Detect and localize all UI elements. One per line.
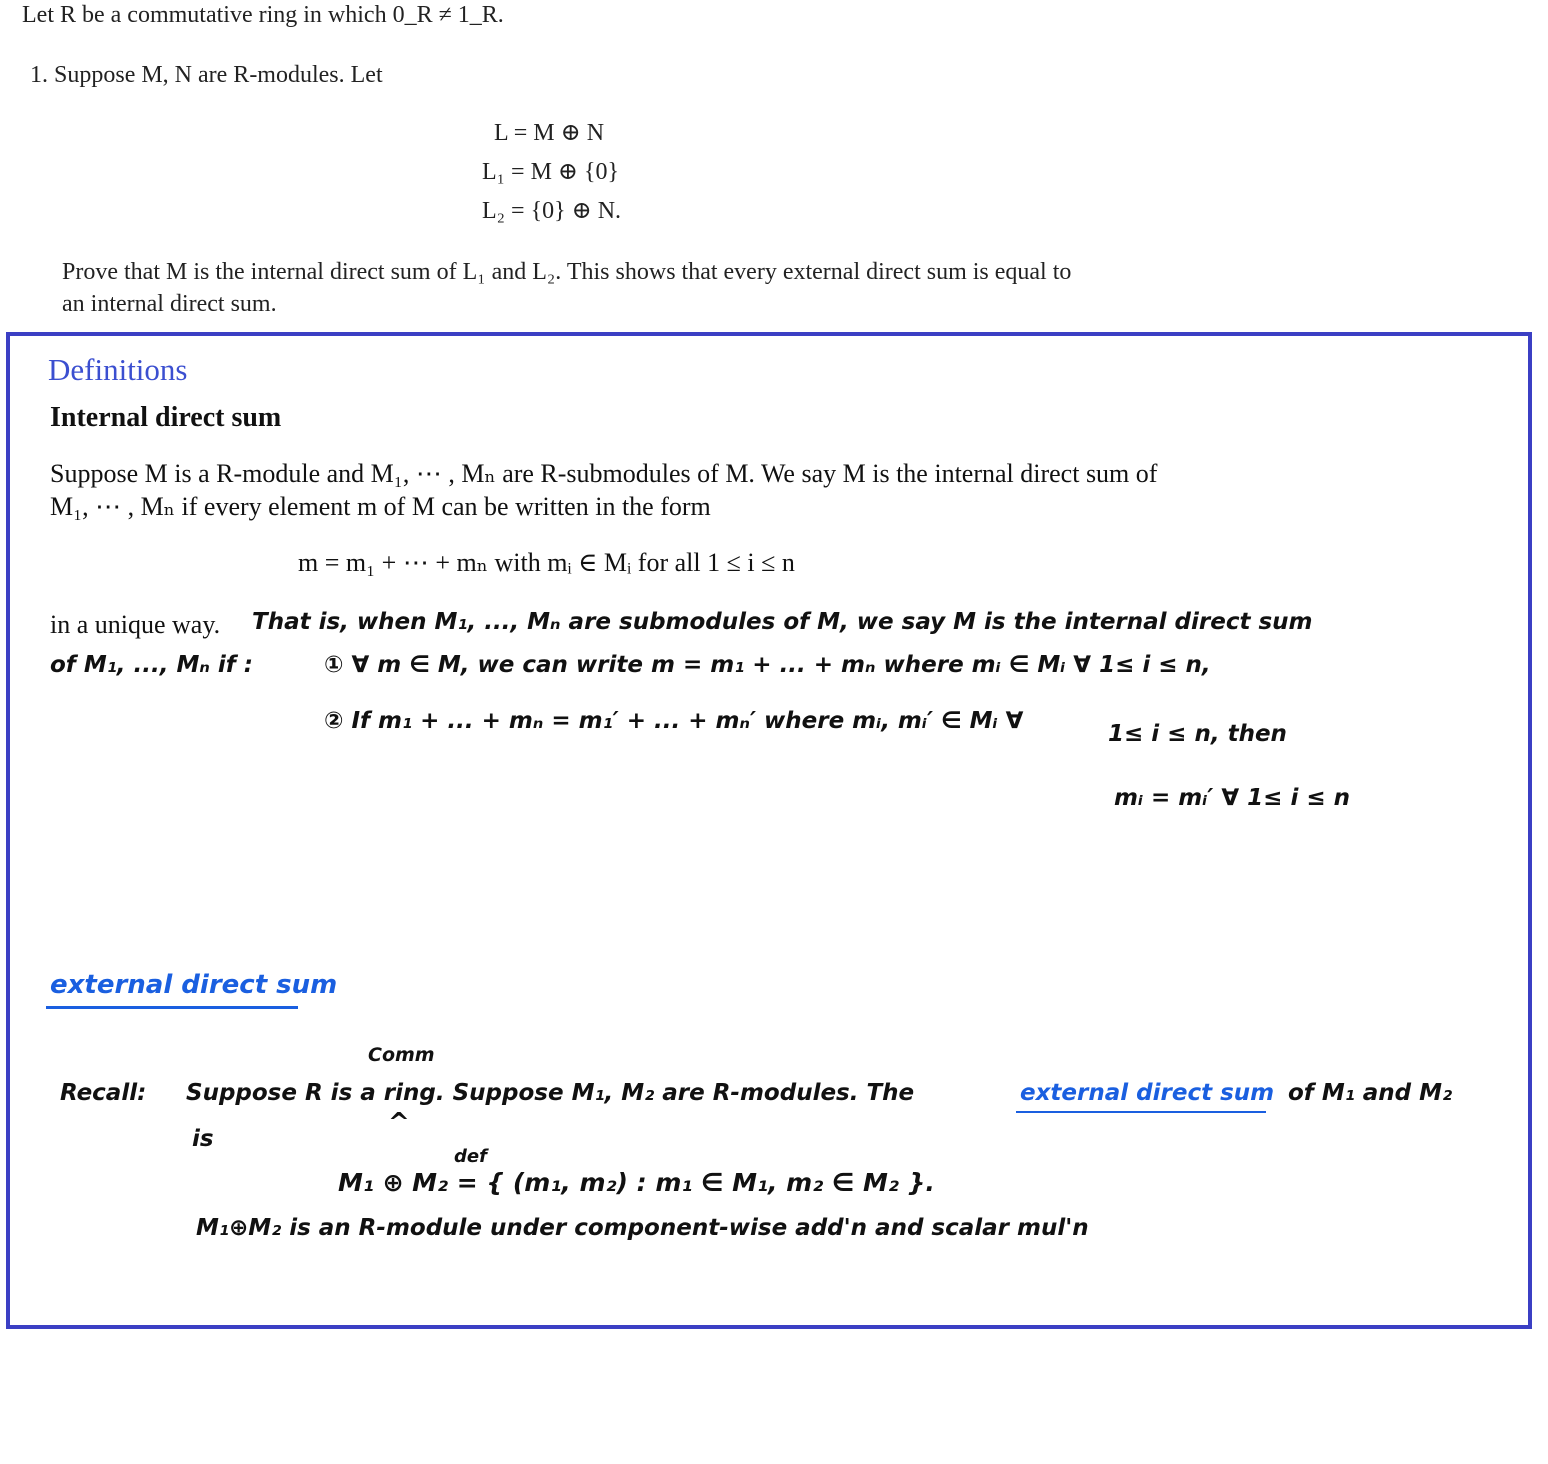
handwritten-condition-2-range: 1≤ i ≤ n, then	[1108, 721, 1287, 747]
intro-text: Let R be a commutative ring in which 0_R ≠ 1_R.	[22, 2, 504, 28]
handwritten-condition-2: ② If m₁ + ... + mₙ = m₁′ + ... + mₙ′ where mᵢ, mᵢ′ ∈ Mᵢ ∀	[324, 708, 1024, 734]
inline-underline	[1016, 1111, 1266, 1113]
def-symbol: def	[454, 1146, 487, 1167]
module-structure-note: M₁⊕M₂ is an R-module under component-wise add'n and scalar mul'n	[196, 1215, 1089, 1241]
internal-direct-sum-heading: Internal direct sum	[50, 402, 282, 433]
equation-l2: L₂ = {0} ⊕ N.	[482, 198, 622, 224]
external-sum-definition: M₁ ⊕ M₂ = { (m₁, m₂) : m₁ ∈ M₁, m₂ ∈ M₂ }.	[338, 1168, 935, 1197]
unique-way-text: in a unique way.	[50, 610, 221, 639]
handwritten-condition-2-conclusion: mᵢ = mᵢ′ ∀ 1≤ i ≤ n	[1114, 785, 1351, 811]
insert-caret: ^	[388, 1108, 410, 1138]
recall-is: is	[192, 1126, 214, 1152]
problem-statement	[30, 62, 383, 89]
comm-annotation: Comm	[368, 1044, 435, 1066]
internal-sum-formula: m = m₁ + ⋯ + mₙ with mᵢ ∈ Mᵢ for all 1 ≤ i ≤ n	[298, 548, 795, 577]
problem-lead: Suppose M, N are R-modules. Let	[54, 62, 383, 88]
handwritten-note-line-1: That is, when M₁, ..., Mₙ are submodules of M, we say M is the internal direct sum	[252, 609, 1313, 635]
equation-l1: L₁ = M ⊕ {0}	[482, 159, 620, 185]
handwritten-note-line-2: of M₁, ..., Mₙ if :	[50, 652, 253, 678]
definitions-heading: Definitions	[48, 352, 188, 387]
handwritten-condition-1: ① ∀ m ∈ M, we can write m = m₁ + ... + mₙ where mᵢ ∈ Mᵢ ∀ 1≤ i ≤ n,	[324, 652, 1211, 678]
recall-text: Suppose R is a ring. Suppose M₁, M₂ are R-modules. The	[186, 1080, 915, 1106]
item-number: 1.	[30, 62, 48, 88]
recall-text-end: of M₁ and M₂	[1288, 1080, 1453, 1106]
external-heading-underline	[46, 1006, 298, 1009]
external-direct-sum-inline: external direct sum	[1020, 1080, 1275, 1106]
equation-l: L = M ⊕ N	[494, 120, 605, 146]
internal-direct-sum-definition: Suppose M is a R-module and M₁, ⋯ , Mₙ are R-submodules of M. We say M is the internal direct sum of M₁, ⋯ , Mₙ if every element m of M can be written in the form	[50, 459, 1158, 521]
external-direct-sum-heading: external direct sum	[50, 970, 338, 1000]
prove-text: Prove that M is the internal direct sum of L₁ and L₂. This shows that every external direct sum is equal to an internal direct sum.	[62, 259, 1072, 317]
recall-label: Recall:	[60, 1080, 147, 1106]
